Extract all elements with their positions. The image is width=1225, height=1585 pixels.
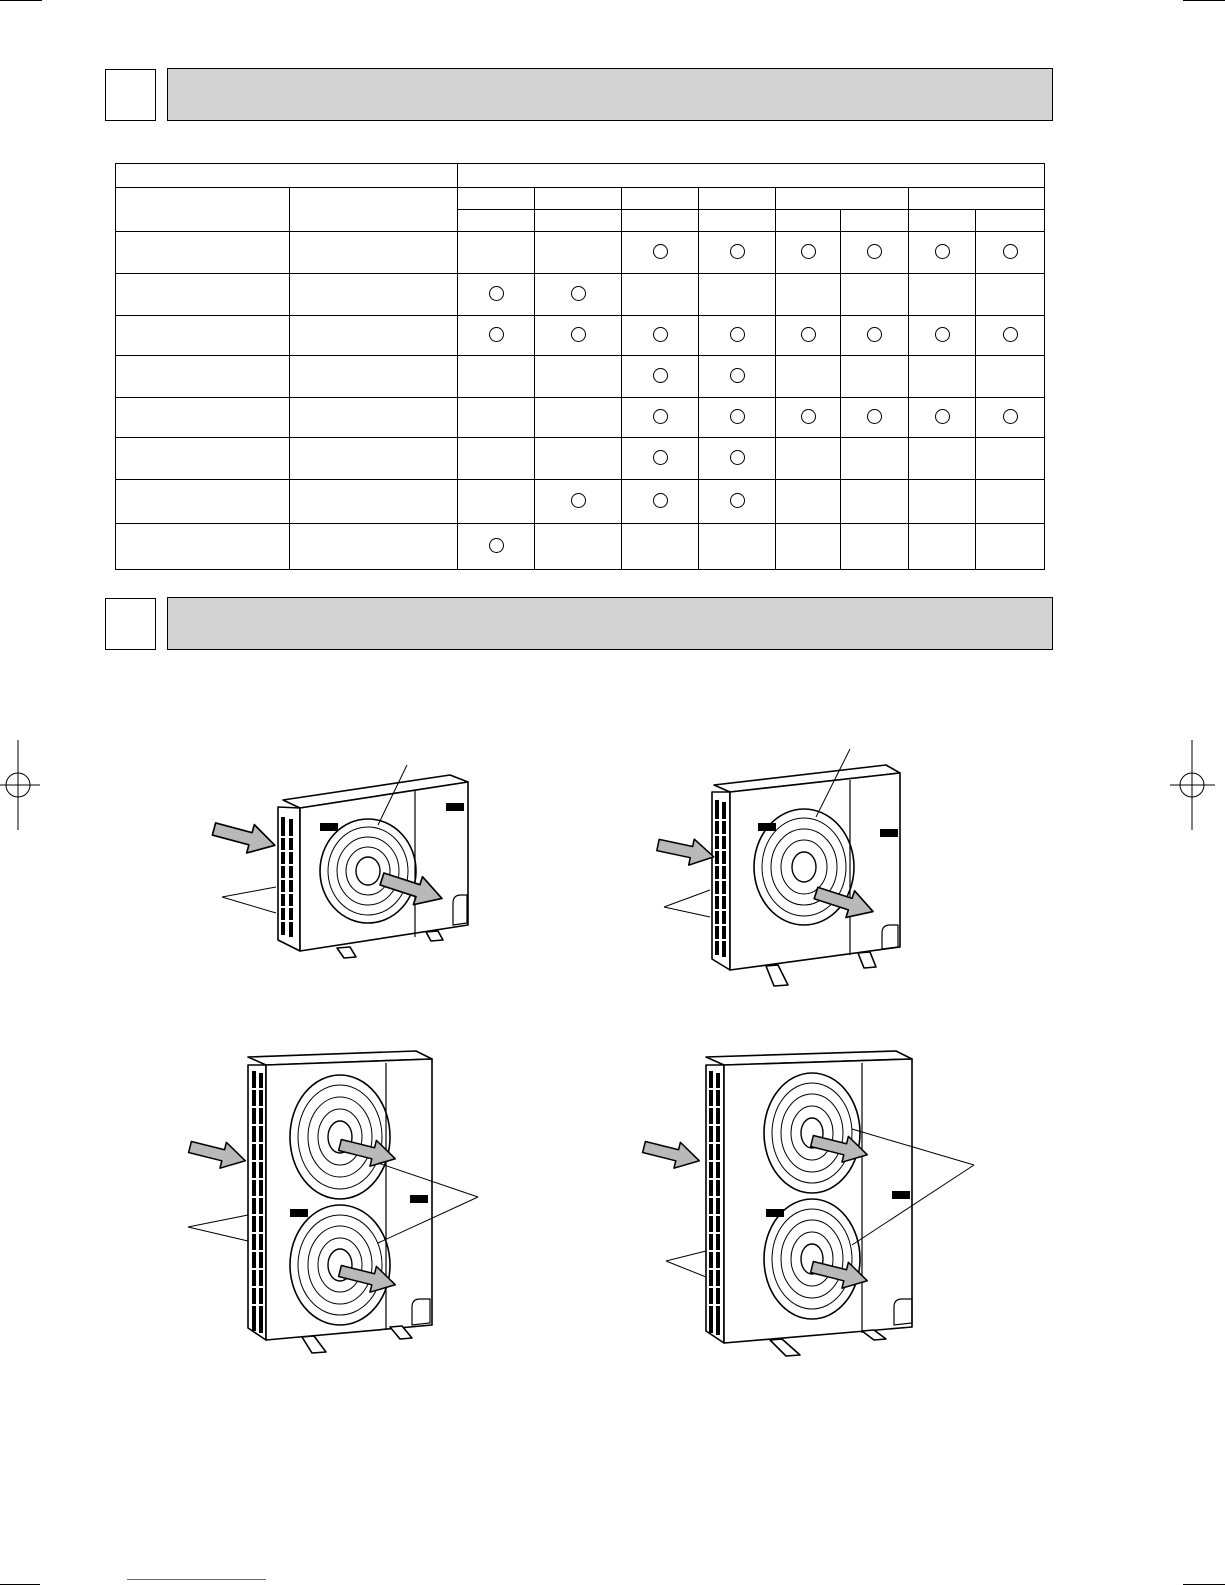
applicable-mark	[730, 450, 745, 465]
applicable-mark	[1003, 409, 1018, 424]
header-cell	[699, 188, 776, 210]
applicable-mark	[801, 327, 816, 342]
table-header-row-2	[116, 188, 1045, 210]
compatibility-cell	[776, 398, 841, 438]
header-cell	[458, 210, 535, 232]
applicable-mark	[730, 327, 745, 342]
applicable-mark	[653, 450, 668, 465]
registration-mark-right	[1170, 740, 1215, 830]
header-cell	[622, 188, 699, 210]
row-sub-label	[290, 356, 458, 398]
row-sub-label	[290, 316, 458, 356]
compatibility-cell	[699, 438, 776, 480]
compatibility-cell	[699, 398, 776, 438]
compatibility-cell	[976, 398, 1045, 438]
compatibility-cell	[458, 274, 535, 316]
applicable-mark	[489, 538, 504, 553]
applicable-mark	[730, 244, 745, 259]
compatibility-cell	[976, 480, 1045, 524]
registration-mark-left	[0, 740, 40, 830]
compatibility-cell	[776, 480, 841, 524]
compatibility-cell	[776, 232, 841, 274]
table-row	[116, 524, 1045, 570]
compatibility-cell	[458, 316, 535, 356]
row-sub-label	[290, 274, 458, 316]
row-label	[116, 316, 290, 356]
applicable-mark	[867, 244, 882, 259]
compatibility-cell	[535, 524, 622, 570]
compatibility-cell	[909, 480, 976, 524]
applicable-mark	[801, 244, 816, 259]
header-cell	[290, 188, 458, 232]
header-cell	[909, 188, 1045, 210]
compatibility-cell	[976, 524, 1045, 570]
applicable-mark	[571, 286, 586, 301]
compatibility-cell	[976, 438, 1045, 480]
applicable-mark	[571, 327, 586, 342]
section-1-title-bar	[167, 68, 1053, 121]
applicable-mark	[489, 327, 504, 342]
applicable-mark	[730, 493, 745, 508]
compatibility-cell	[535, 316, 622, 356]
row-sub-label	[290, 524, 458, 570]
compatibility-cell	[699, 316, 776, 356]
header-group-right	[458, 164, 1045, 188]
applicable-mark	[867, 409, 882, 424]
compatibility-cell	[699, 232, 776, 274]
outdoor-unit-twin-fan-a	[180, 1045, 500, 1360]
compatibility-cell	[841, 232, 909, 274]
compatibility-cell	[458, 356, 535, 398]
applicable-mark	[1003, 327, 1018, 342]
compatibility-cell	[458, 480, 535, 524]
compatibility-cell	[622, 356, 699, 398]
outdoor-unit-single-fan-tall	[650, 745, 950, 990]
applicable-mark	[730, 409, 745, 424]
compatibility-cell	[776, 524, 841, 570]
table-row	[116, 232, 1045, 274]
section-1-number-box	[105, 69, 156, 121]
table-row	[116, 398, 1045, 438]
compatibility-cell	[699, 480, 776, 524]
row-label	[116, 356, 290, 398]
compatibility-cell	[458, 398, 535, 438]
compatibility-cell	[458, 438, 535, 480]
compatibility-cell	[841, 356, 909, 398]
applicable-mark	[653, 409, 668, 424]
compatibility-cell	[841, 274, 909, 316]
compatibility-cell	[976, 316, 1045, 356]
compatibility-cell	[909, 232, 976, 274]
compatibility-cell	[841, 316, 909, 356]
outdoor-unit-twin-fan-b	[640, 1045, 980, 1365]
row-label	[116, 480, 290, 524]
compatibility-cell	[535, 438, 622, 480]
compatibility-cell	[535, 274, 622, 316]
header-cell	[976, 210, 1045, 232]
compatibility-cell	[622, 316, 699, 356]
applicable-mark	[867, 327, 882, 342]
compatibility-cell	[622, 274, 699, 316]
applicable-mark	[935, 244, 950, 259]
compatibility-cell	[909, 274, 976, 316]
table-row	[116, 356, 1045, 398]
table-row	[116, 480, 1045, 524]
applicable-mark	[1003, 244, 1018, 259]
compatibility-cell	[909, 356, 976, 398]
table-row	[116, 316, 1045, 356]
table-row	[116, 438, 1045, 480]
applicable-mark	[571, 493, 586, 508]
compatibility-cell	[699, 356, 776, 398]
compatibility-cell	[535, 356, 622, 398]
row-sub-label	[290, 480, 458, 524]
crop-mark-top-left	[0, 0, 42, 1]
compatibility-cell	[776, 356, 841, 398]
crop-mark-top-right	[1183, 0, 1225, 1]
header-cell	[909, 210, 976, 232]
row-label	[116, 438, 290, 480]
row-sub-label	[290, 438, 458, 480]
compatibility-cell	[622, 524, 699, 570]
applicable-mark	[489, 286, 504, 301]
header-cell	[622, 210, 699, 232]
row-label	[116, 232, 290, 274]
compatibility-cell	[776, 438, 841, 480]
compatibility-cell	[458, 232, 535, 274]
header-cell	[841, 210, 909, 232]
table-row	[116, 274, 1045, 316]
compatibility-cell	[776, 274, 841, 316]
compatibility-cell	[909, 524, 976, 570]
header-cell	[458, 188, 535, 210]
compatibility-cell	[535, 480, 622, 524]
compatibility-cell	[909, 316, 976, 356]
compatibility-cell	[841, 480, 909, 524]
compatibility-cell	[458, 524, 535, 570]
model-compatibility-table	[115, 163, 1045, 570]
applicable-mark	[935, 409, 950, 424]
compatibility-cell	[535, 232, 622, 274]
compatibility-cell	[535, 398, 622, 438]
row-label	[116, 524, 290, 570]
compatibility-cell	[909, 398, 976, 438]
row-label	[116, 398, 290, 438]
row-sub-label	[290, 232, 458, 274]
compatibility-cell	[699, 524, 776, 570]
row-label	[116, 274, 290, 316]
compatibility-cell	[841, 438, 909, 480]
compatibility-cell	[976, 274, 1045, 316]
header-cell	[116, 188, 290, 232]
applicable-mark	[801, 409, 816, 424]
row-sub-label	[290, 398, 458, 438]
applicable-mark	[730, 368, 745, 383]
header-cell	[699, 210, 776, 232]
section-2-title-bar	[167, 597, 1053, 650]
applicable-mark	[653, 493, 668, 508]
header-cell	[535, 210, 622, 232]
compatibility-cell	[976, 232, 1045, 274]
applicable-mark	[653, 368, 668, 383]
applicable-mark	[653, 327, 668, 342]
compatibility-cell	[776, 316, 841, 356]
outdoor-unit-single-fan-small	[200, 755, 500, 970]
footer-link-underline	[127, 1579, 266, 1580]
compatibility-cell	[841, 524, 909, 570]
compatibility-cell	[841, 398, 909, 438]
header-group-left	[116, 164, 458, 188]
compatibility-cell	[622, 438, 699, 480]
compatibility-cell	[976, 356, 1045, 398]
applicable-mark	[653, 244, 668, 259]
compatibility-cell	[699, 274, 776, 316]
header-cell	[776, 188, 909, 210]
table-header-row-1	[116, 164, 1045, 188]
compatibility-cell	[909, 438, 976, 480]
compatibility-cell	[622, 398, 699, 438]
compatibility-cell	[622, 232, 699, 274]
applicable-mark	[935, 327, 950, 342]
header-cell	[776, 210, 841, 232]
section-2-number-box	[105, 598, 156, 650]
header-cell	[535, 188, 622, 210]
compatibility-cell	[622, 480, 699, 524]
